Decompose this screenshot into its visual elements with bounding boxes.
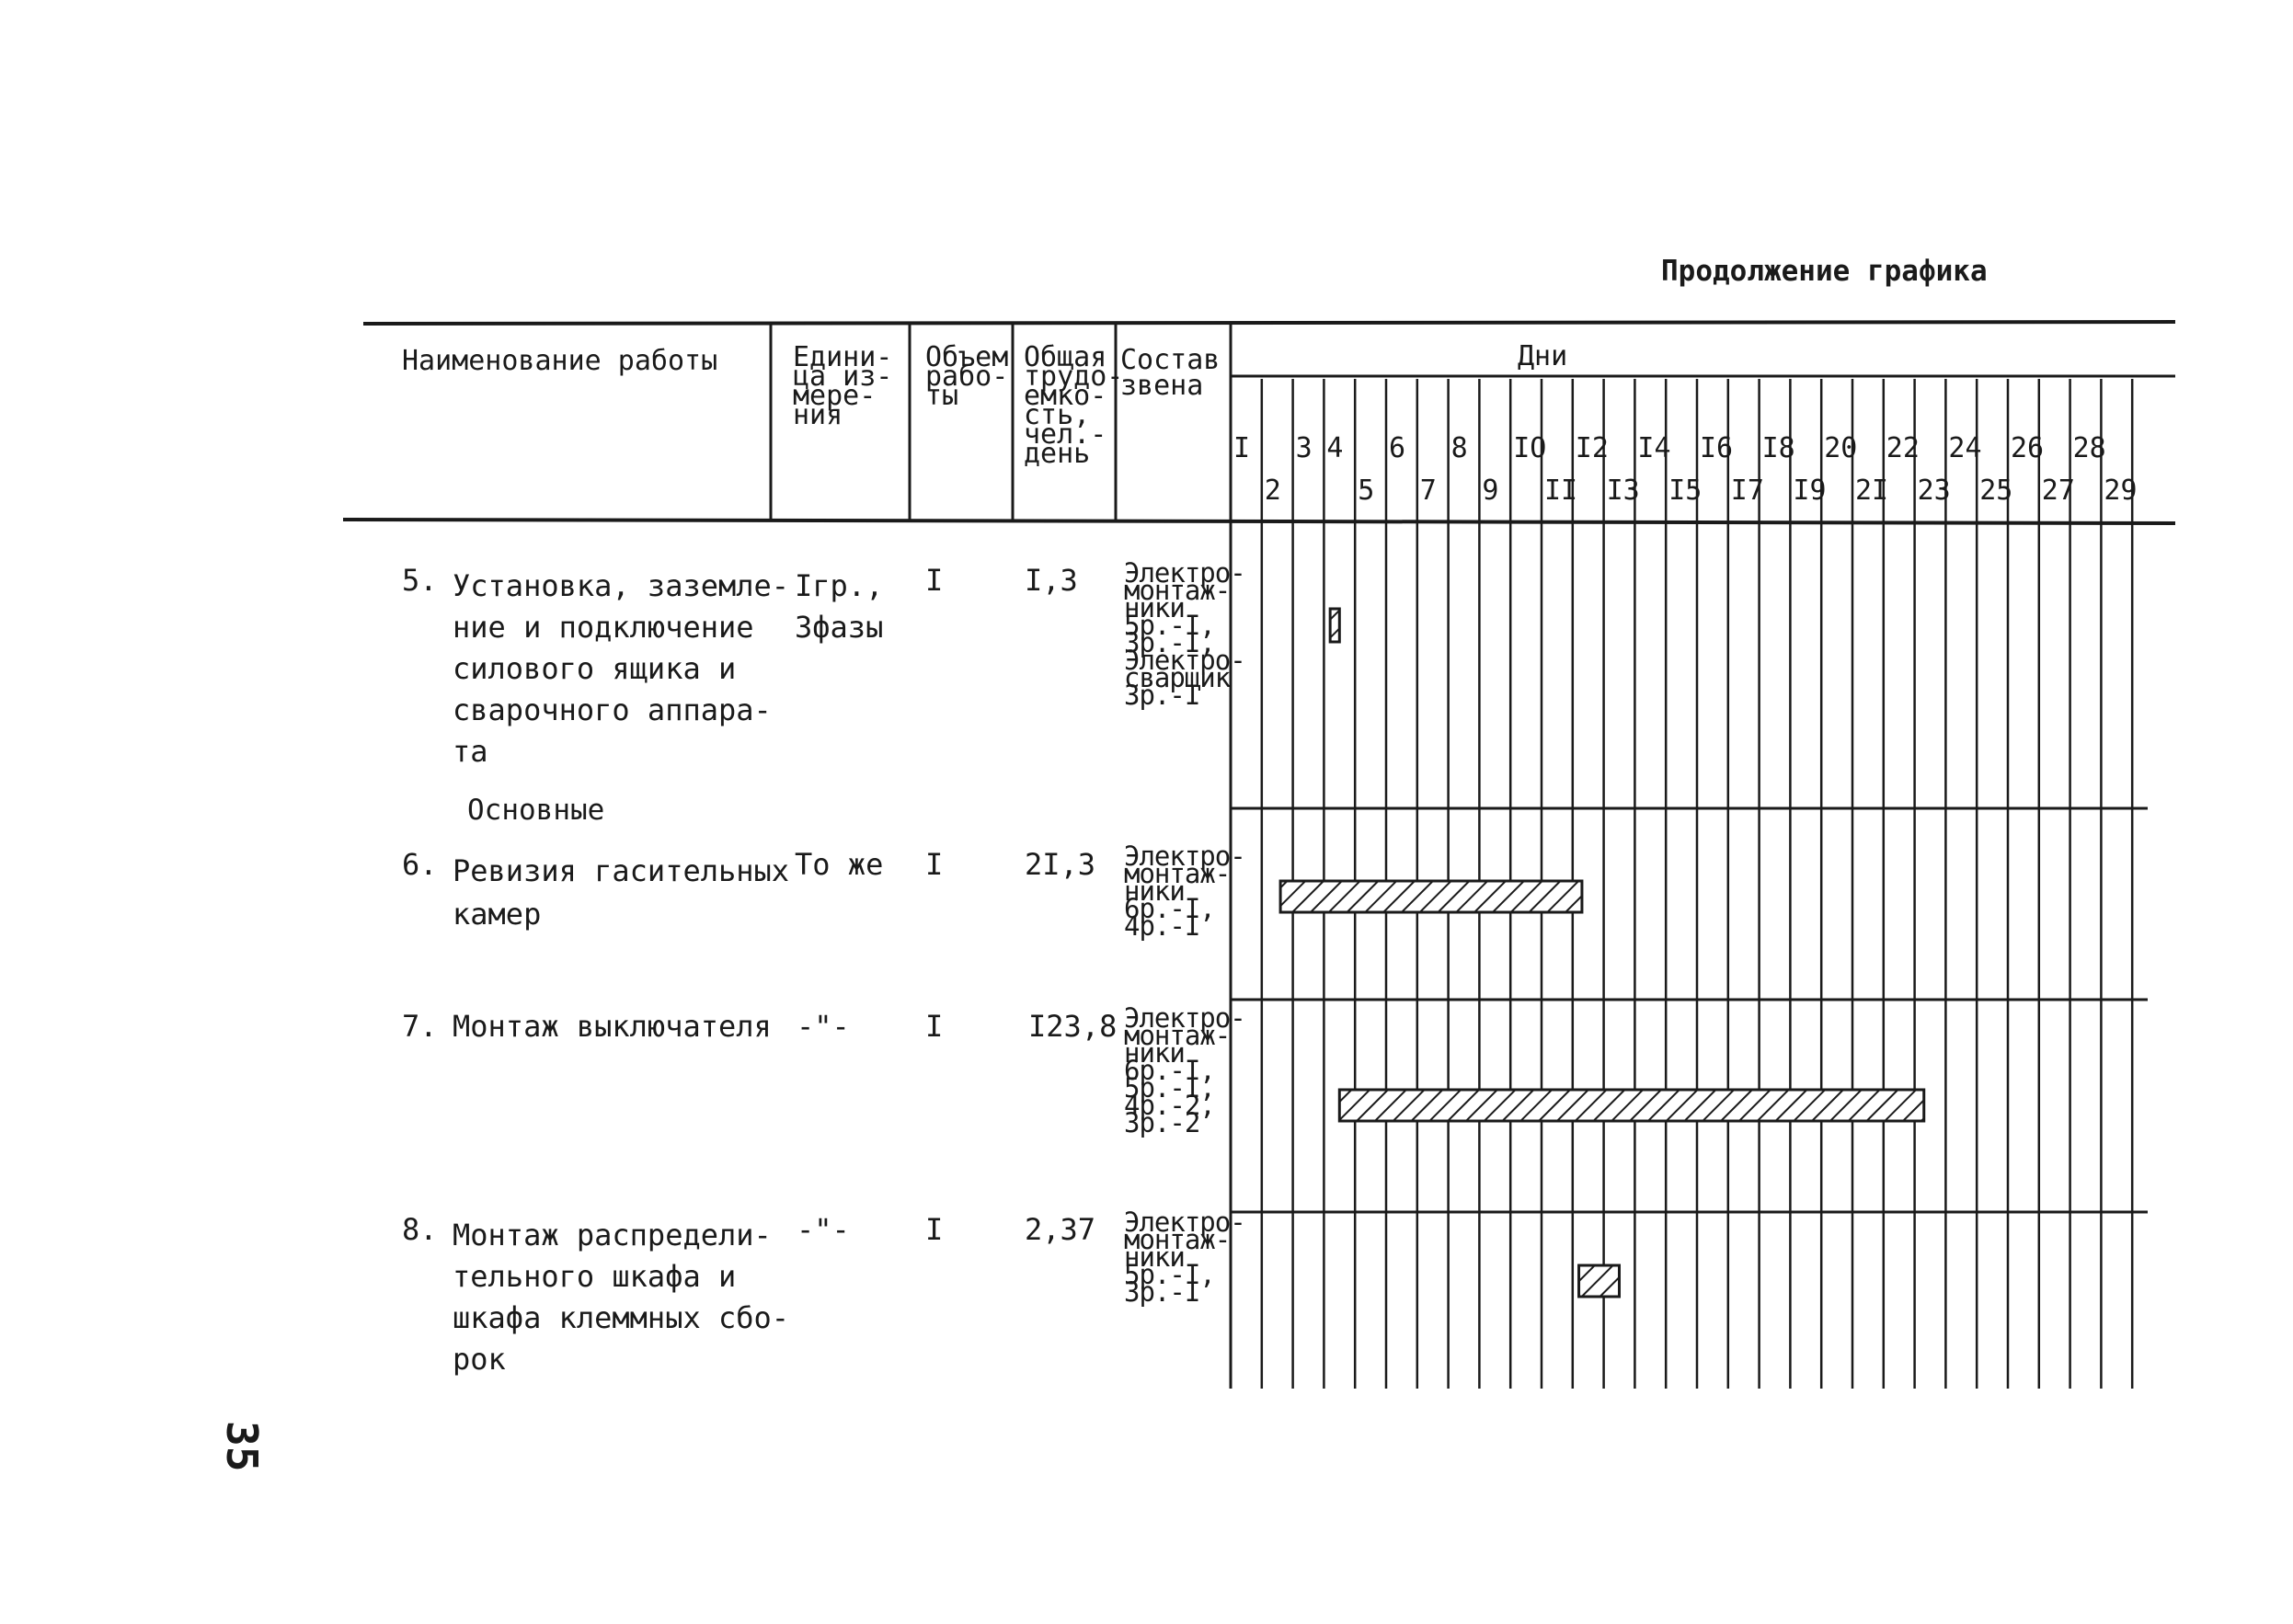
day-number: I9 — [1793, 475, 1827, 507]
day-number: 24 — [1948, 432, 1982, 464]
row-6-crew: Электро- монтаж- ники 6р.-I, 4р.-I — [1124, 841, 1245, 942]
page-number: 35 — [217, 1421, 267, 1472]
day-number: I — [1233, 432, 1251, 464]
row-8-crew: Электро- монтаж- ники 5р.-I, 3р.-I — [1124, 1207, 1245, 1308]
day-number: 6 — [1389, 432, 1406, 464]
day-number: I4 — [1637, 432, 1671, 464]
row-7-volume: I — [925, 1009, 944, 1044]
row-5-crew: Электро- монтаж- ники 5р.-I, 3р.-I, Электро- сварщик 3р.-I — [1124, 557, 1245, 711]
day-number: 29 — [2104, 475, 2138, 507]
day-number: I6 — [1700, 432, 1734, 464]
row-5-name: Установка, заземле- ние и подключение силового ящика и сварочного аппара- та — [453, 568, 790, 769]
row-6-unit: То же — [795, 847, 884, 882]
row-6-number: 6. — [402, 847, 438, 882]
schedule-bar — [1339, 1090, 1923, 1121]
day-number: 2 — [1264, 475, 1281, 507]
day-number: 9 — [1482, 475, 1499, 507]
day-number: 4 — [1326, 432, 1344, 464]
row-7-name: Монтаж выключателя — [453, 1009, 772, 1044]
day-number: I3 — [1606, 475, 1640, 507]
row-7-labor: I23,8 — [1028, 1009, 1118, 1044]
row-8-volume: I — [925, 1212, 944, 1247]
row-6-labor: 2I,3 — [1025, 847, 1096, 882]
row-8-unit: -"- — [797, 1212, 850, 1247]
schedule-bar — [1280, 881, 1582, 912]
day-number: I5 — [1668, 475, 1703, 507]
day-number: I7 — [1730, 475, 1764, 507]
day-number: 28 — [2072, 432, 2106, 464]
row-7-unit: -"- — [797, 1009, 850, 1044]
day-number: 26 — [2011, 432, 2045, 464]
row-8-name: Монтаж распредели- тельного шкафа и шкафа клеммных сбо- рок — [453, 1218, 790, 1377]
row-7-crew: Электро- монтаж- ники 6р.-I, 5р.-I, 4р.-2, 3р.-2 — [1124, 1002, 1245, 1138]
header-unit: Едини- ца из- мере- ния — [793, 341, 893, 431]
day-number: IO — [1513, 432, 1547, 464]
header-crew: Состав звена — [1120, 344, 1221, 402]
row-7-number: 7. — [402, 1009, 438, 1044]
row-5-number: 5. — [402, 563, 438, 598]
row-5-unit: Iгр., 3фазы — [795, 568, 884, 645]
day-number: 23 — [1917, 475, 1951, 507]
table-top-border — [363, 322, 2175, 324]
day-number: 20 — [1824, 432, 1858, 464]
schedule-bar — [1579, 1265, 1620, 1297]
header-labor: Общая трудо- емко- сть, чел.- день — [1024, 341, 1124, 470]
day-number: I2 — [1575, 432, 1609, 464]
day-number: II — [1544, 475, 1578, 507]
day-number: I8 — [1761, 432, 1795, 464]
header-days: Дни — [1518, 340, 1568, 372]
day-number: 2I — [1855, 475, 1889, 507]
row-8-number: 8. — [402, 1212, 438, 1247]
header-bottom-border — [343, 520, 2175, 523]
row-5-labor: I,3 — [1025, 563, 1078, 598]
row-6-name: Ревизия гасительных камер — [453, 853, 790, 932]
day-number: 8 — [1450, 432, 1468, 464]
day-number: 25 — [1979, 475, 2013, 507]
day-number: 22 — [1886, 432, 1920, 464]
header-volume: Объем рабо- ты — [925, 341, 1009, 412]
day-number: 5 — [1358, 475, 1375, 507]
schedule-bar — [1330, 609, 1339, 642]
row-6-volume: I — [925, 847, 944, 882]
day-number: 7 — [1419, 475, 1437, 507]
row-5-volume: I — [925, 563, 944, 598]
header-name: Наименование работы — [402, 345, 718, 377]
row-8-labor: 2,37 — [1025, 1212, 1096, 1247]
page-title: Продолжение графика — [1661, 255, 1988, 288]
section-label: Основные — [467, 794, 605, 827]
day-number: 27 — [2041, 475, 2075, 507]
day-number: 3 — [1295, 432, 1313, 464]
